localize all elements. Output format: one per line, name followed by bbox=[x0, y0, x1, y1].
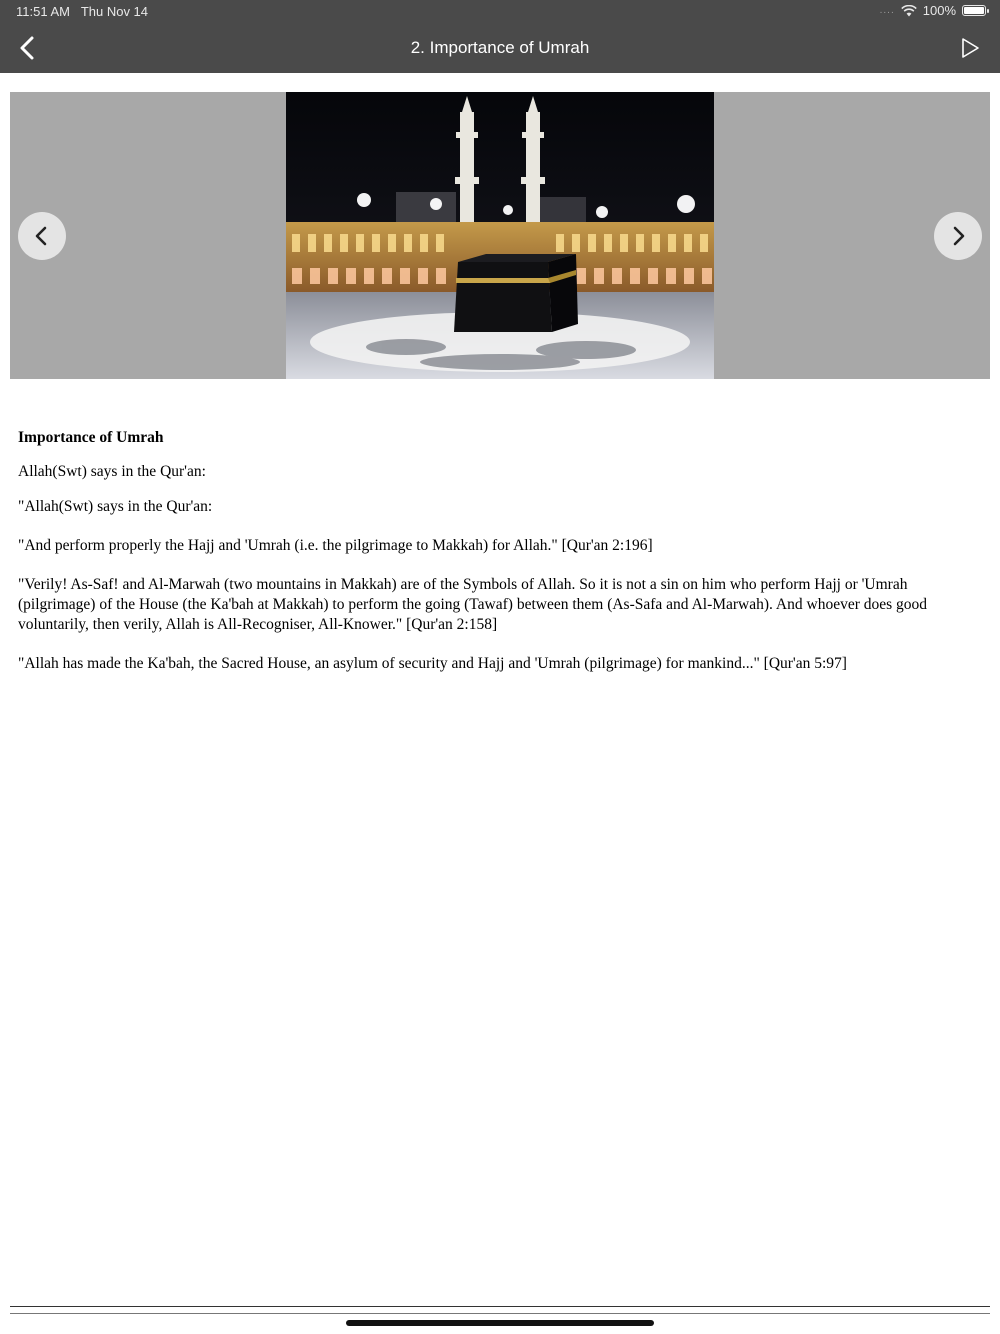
kaaba-illustration bbox=[286, 92, 714, 379]
play-icon bbox=[958, 36, 982, 60]
article-paragraph: Allah(Swt) says in the Qur'an: bbox=[18, 463, 206, 480]
status-bar-right bbox=[880, 3, 986, 18]
chevron-right-icon bbox=[947, 225, 969, 247]
article-paragraph: "Allah has made the Ka'bah, the Sacred House, an asylum of security and Hajj and 'Umrah (pilgrimage) for mankind..." [Qur'an 5:97] bbox=[18, 655, 847, 672]
play-button[interactable] bbox=[958, 36, 982, 60]
status-time: 11:51 AM bbox=[16, 4, 70, 19]
carousel-next-button[interactable] bbox=[934, 212, 982, 260]
kaaba-photo bbox=[286, 92, 714, 379]
status-bar-time bbox=[16, 4, 148, 19]
signal-icon: .... bbox=[879, 5, 895, 16]
article-paragraph: "Allah(Swt) says in the Qur'an: bbox=[18, 498, 213, 515]
article-content bbox=[18, 428, 978, 689]
article-heading: Importance of Umrah bbox=[18, 429, 164, 446]
wifi-icon bbox=[901, 5, 917, 17]
bottom-divider bbox=[10, 1306, 990, 1307]
carousel-prev-button[interactable] bbox=[18, 212, 66, 260]
bottom-divider bbox=[10, 1313, 990, 1314]
battery-icon bbox=[962, 5, 986, 16]
page-title: 2. Importance of Umrah bbox=[410, 38, 590, 57]
battery-percentage: 100% bbox=[922, 3, 956, 18]
image-carousel[interactable] bbox=[10, 92, 990, 379]
article-paragraph: "And perform properly the Hajj and 'Umrah (i.e. the pilgrimage to Makkah) for Allah." [Qur'an 2:196] bbox=[18, 537, 653, 554]
article-paragraph: "Verily! As-Saf! and Al-Marwah (two mountains in Makkah) are of the Symbols of Allah. So it is not a sin on him who perform Hajj or 'Umrah (pilgrimage) of the House (the Ka'bah at Makkah) to perform the going (Tawaf) between them (As-Safa and Al-Marwah). And whoever does good voluntarily, then verily, Allah is All-Recogniser, All-Knower." [Qur'an 2:158] bbox=[18, 576, 928, 633]
chevron-left-icon bbox=[31, 225, 53, 247]
home-indicator[interactable] bbox=[346, 1320, 654, 1326]
top-bar bbox=[0, 0, 1000, 73]
status-date: Thu Nov 14 bbox=[80, 4, 149, 19]
